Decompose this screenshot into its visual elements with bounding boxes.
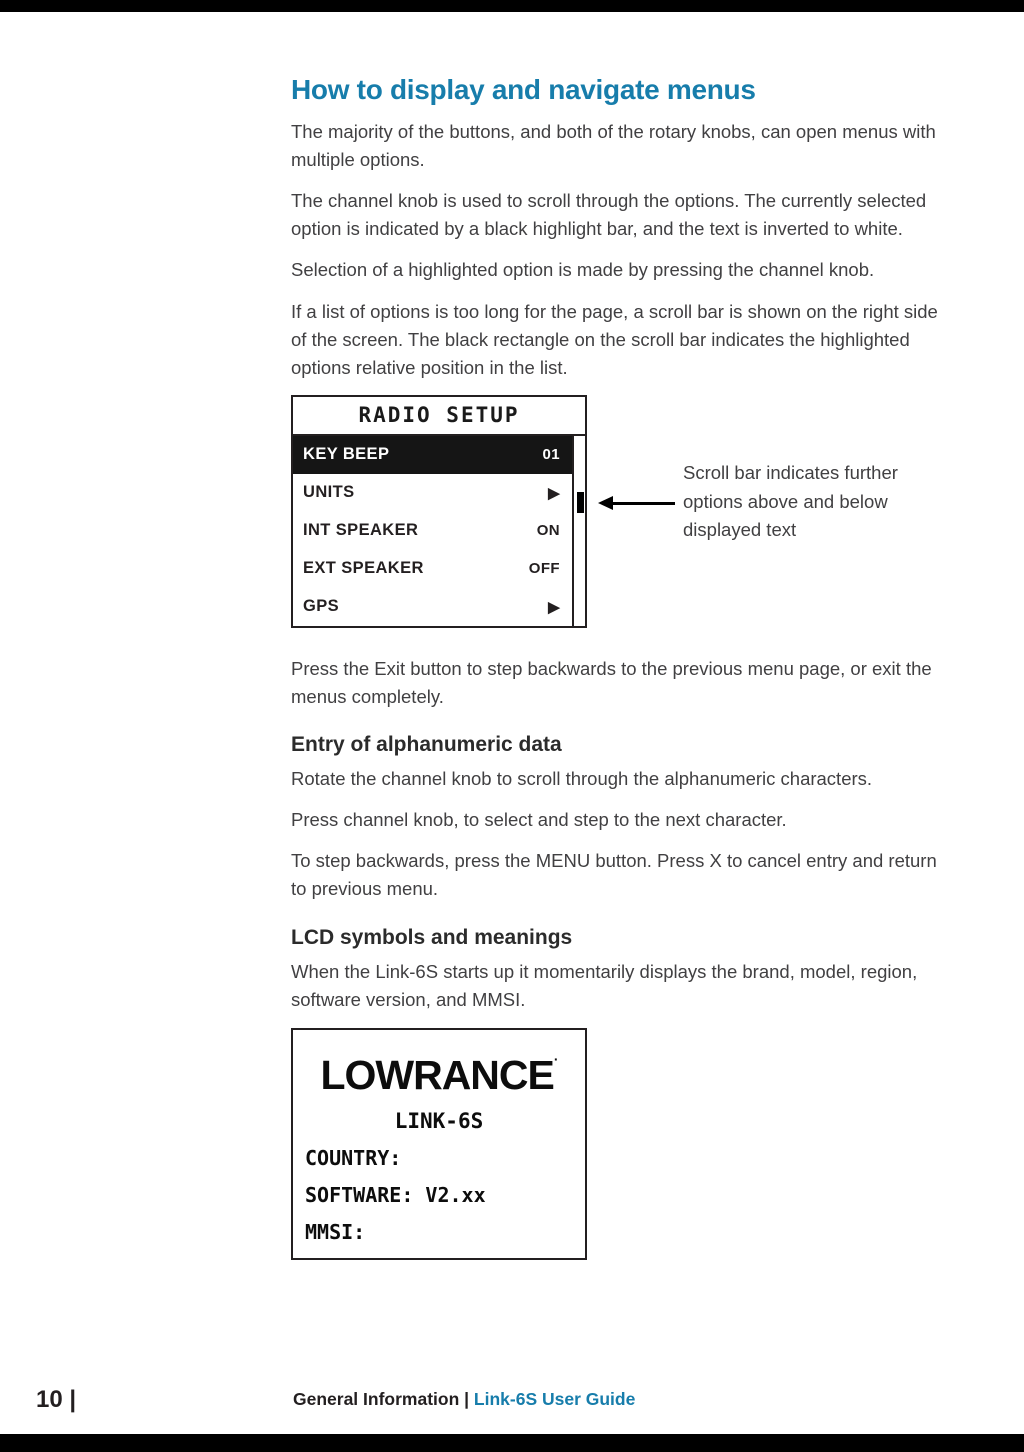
chevron-right-icon: ▶ — [548, 598, 560, 616]
menu-item-units — [293, 474, 572, 512]
paragraph-scrollbar: If a list of options is too long for the page, a scroll bar is shown on the right side of the screen. The black rectangle on the scroll bar indicates the highlighted options relative position in the list. — [291, 300, 938, 378]
paragraph-exit: Press the Exit button to step backwards to the previous menu page, or exit the menus completely. — [291, 657, 932, 707]
menu-list — [293, 436, 585, 626]
startup-line-software: SOFTWARE: V2.xx — [305, 1182, 486, 1207]
page-number-bar: | — [69, 1386, 77, 1413]
page-top-edge-bar — [0, 0, 1024, 12]
menu-item-value: ON — [536, 522, 560, 540]
model-label: LINK-6S — [394, 1108, 484, 1133]
subheading-lcd-symbols: LCD symbols and meanings — [291, 925, 573, 949]
annotation-arrow-icon — [613, 502, 675, 505]
footer-separator: | — [459, 1389, 474, 1409]
menu-item-label: GPS — [303, 597, 340, 616]
menu-item-gps — [293, 588, 572, 626]
paragraph-step-backwards: To step backwards, press the MENU button. Press X to cancel entry and return to previous menu. — [291, 850, 937, 900]
paragraph-startup: When the Link-6S starts up it momentarily displays the brand, model, region, software version, and MMSI. — [291, 960, 918, 1010]
startup-screen — [291, 1028, 587, 1260]
paragraph-press-knob: Press channel knob, to select and step to the next character. — [291, 809, 787, 831]
footer-section-label: General Information — [293, 1389, 460, 1409]
menu-scroll-thumb — [577, 492, 584, 513]
menu-item-label: EXT SPEAKER — [303, 559, 424, 578]
menu-item-value: OFF — [528, 560, 560, 578]
menu-item-label: KEY BEEP — [303, 445, 390, 464]
menu-scrollbar — [572, 436, 585, 626]
subheading-alphanumeric: Entry of alphanumeric data — [291, 733, 562, 757]
menu-item-key-beep — [293, 436, 572, 474]
startup-line-mmsi: MMSI: — [305, 1219, 366, 1244]
brand-text: LOWRANCE — [320, 1051, 554, 1098]
footer-guide-title: Link-6S User Guide — [473, 1389, 636, 1409]
menu-figure — [291, 395, 956, 637]
lowrance-logo — [305, 1052, 573, 1099]
menu-item-int-speaker — [293, 512, 572, 550]
paragraph-channel-knob: The channel knob is used to scroll through the options. The currently selected option is indicated by a black highlight bar, and the text is inverted to white. — [291, 190, 927, 240]
footer-page-number — [36, 1386, 76, 1414]
page-number: 10 — [36, 1386, 63, 1413]
paragraph-intro: The majority of the buttons, and both of the rotary knobs, can open menus with multiple options. — [291, 121, 936, 171]
page-content — [291, 74, 956, 1260]
menu-item-label: UNITS — [303, 483, 355, 502]
annotation-text: Scroll bar indicates further options above and below displayed text — [683, 461, 898, 541]
trademark-dot: · — [553, 1050, 558, 1067]
footer-text — [293, 1389, 635, 1410]
menu-item-ext-speaker — [293, 550, 572, 588]
paragraph-selection: Selection of a highlighted option is made by pressing the channel knob. — [291, 259, 875, 281]
page-bottom-edge-bar — [0, 1434, 1024, 1452]
menu-title: RADIO SETUP — [293, 397, 585, 436]
main-heading: How to display and navigate menus — [291, 74, 756, 105]
radio-setup-screen — [291, 395, 587, 628]
menu-item-label: INT SPEAKER — [303, 521, 419, 540]
startup-line-country: COUNTRY: — [305, 1145, 402, 1170]
chevron-right-icon: ▶ — [548, 484, 560, 502]
paragraph-rotate-knob: Rotate the channel knob to scroll through the alphanumeric characters. — [291, 768, 873, 790]
menu-item-value: 01 — [542, 446, 560, 464]
